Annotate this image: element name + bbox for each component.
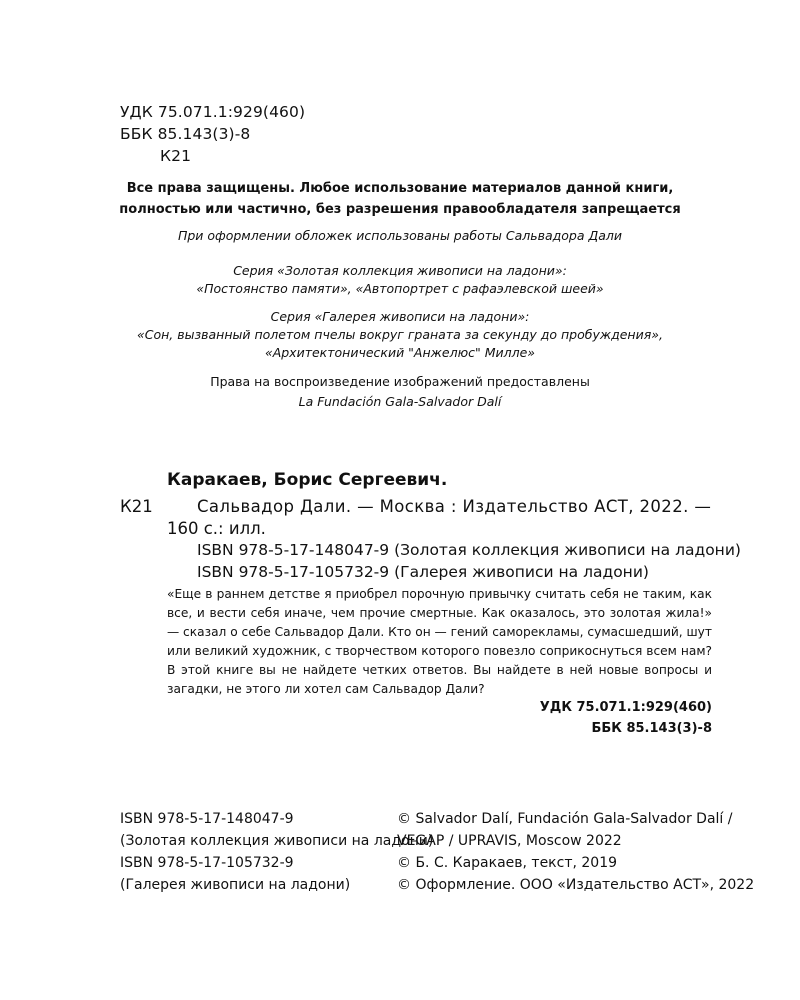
title-publisher-line: Сальвадор Дали. — Москва : Издательство АСТ, 2022. — <box>197 497 712 516</box>
copyright-line: © Salvador Dalí, Fundación Gala-Salvador Dalí / <box>397 811 733 827</box>
reproduction-rights <box>0 372 800 412</box>
series-line: «Постоянство памяти», «Автопортрет с рафаэлевской шеей» <box>196 281 604 296</box>
footer-isbn-line: (Галерея живописи на ладони) <box>120 877 351 893</box>
author-mark: К21 <box>160 147 192 165</box>
copyright-line: VEGAP / UPRAVIS, Moscow 2022 <box>397 833 622 849</box>
bbk-code-bottom: ББК 85.143(3)-8 <box>591 721 712 736</box>
isbn-line: ISBN 978-5-17-105732-9 (Галерея живописи на ладони) <box>197 563 649 581</box>
reproduction-rights-line: Права на воспроизведение изображений предоставлены <box>210 374 590 389</box>
series-line: Серия «Галерея живописи на ладони»: <box>270 309 530 324</box>
author-mark-entry: К21 <box>120 497 153 516</box>
copyright-line: © Б. С. Каракаев, текст, 2019 <box>397 855 618 871</box>
footer-isbn-line: ISBN 978-5-17-105732-9 <box>120 855 294 871</box>
footer-isbn-line: (Золотая коллекция живописи на ладони) <box>120 833 434 849</box>
bbk-code: ББК 85.143(3)-8 <box>120 125 251 143</box>
rights-notice-line: полностью или частично, без разрешения правообладателя запрещается <box>119 202 681 217</box>
rights-notice-line: Все права защищены. Любое использование материалов данной книги, <box>126 181 674 196</box>
rights-notice <box>0 178 800 220</box>
series-line: «Архитектонический "Анжелюс" Милле» <box>264 345 535 360</box>
udk-code-bottom: УДК 75.071.1:929(460) <box>539 700 712 715</box>
series-gallery <box>0 308 800 362</box>
reproduction-rights-line: La Fundación Gala-Salvador Dalí <box>298 394 502 409</box>
pages-line: 160 с.: илл. <box>167 519 266 538</box>
footer-isbn-block <box>120 808 433 896</box>
copyright-block <box>397 808 754 896</box>
annotation: «Еще в раннем детстве я приобрел порочную привычку считать себя не таким, как все, и вести себя иначе, чем прочие смертные. Как оказалось, это золотая жила!» — сказал о себе Сальвадор Дали. Кто он — гений саморекламы, сумасшедший, шут или великий художник, с творчеством которого повезло соприкоснуться всем нам? В этой книге вы не найдете четких ответов. Вы найдете в ней новые вопросы и загадки, не этого ли хотел сам Сальвадор Дали? <box>167 587 712 696</box>
cover-note: При оформлении обложек использованы работы Сальвадора Дали <box>177 228 623 243</box>
footer-isbn-line: ISBN 978-5-17-148047-9 <box>120 811 294 827</box>
author-heading: Каракаев, Борис Сергеевич. <box>167 470 448 490</box>
series-golden-collection <box>0 262 800 298</box>
udk-code: УДК 75.071.1:929(460) <box>120 103 306 121</box>
series-line: «Сон, вызванный полетом пчелы вокруг граната за секунду до пробуждения», <box>137 327 663 342</box>
copyright-line: © Оформление. ООО «Издательство АСТ», 2022 <box>397 877 755 893</box>
isbn-line: ISBN 978-5-17-148047-9 (Золотая коллекция живописи на ладони) <box>197 541 741 559</box>
series-line: Серия «Золотая коллекция живописи на ладони»: <box>233 263 567 278</box>
